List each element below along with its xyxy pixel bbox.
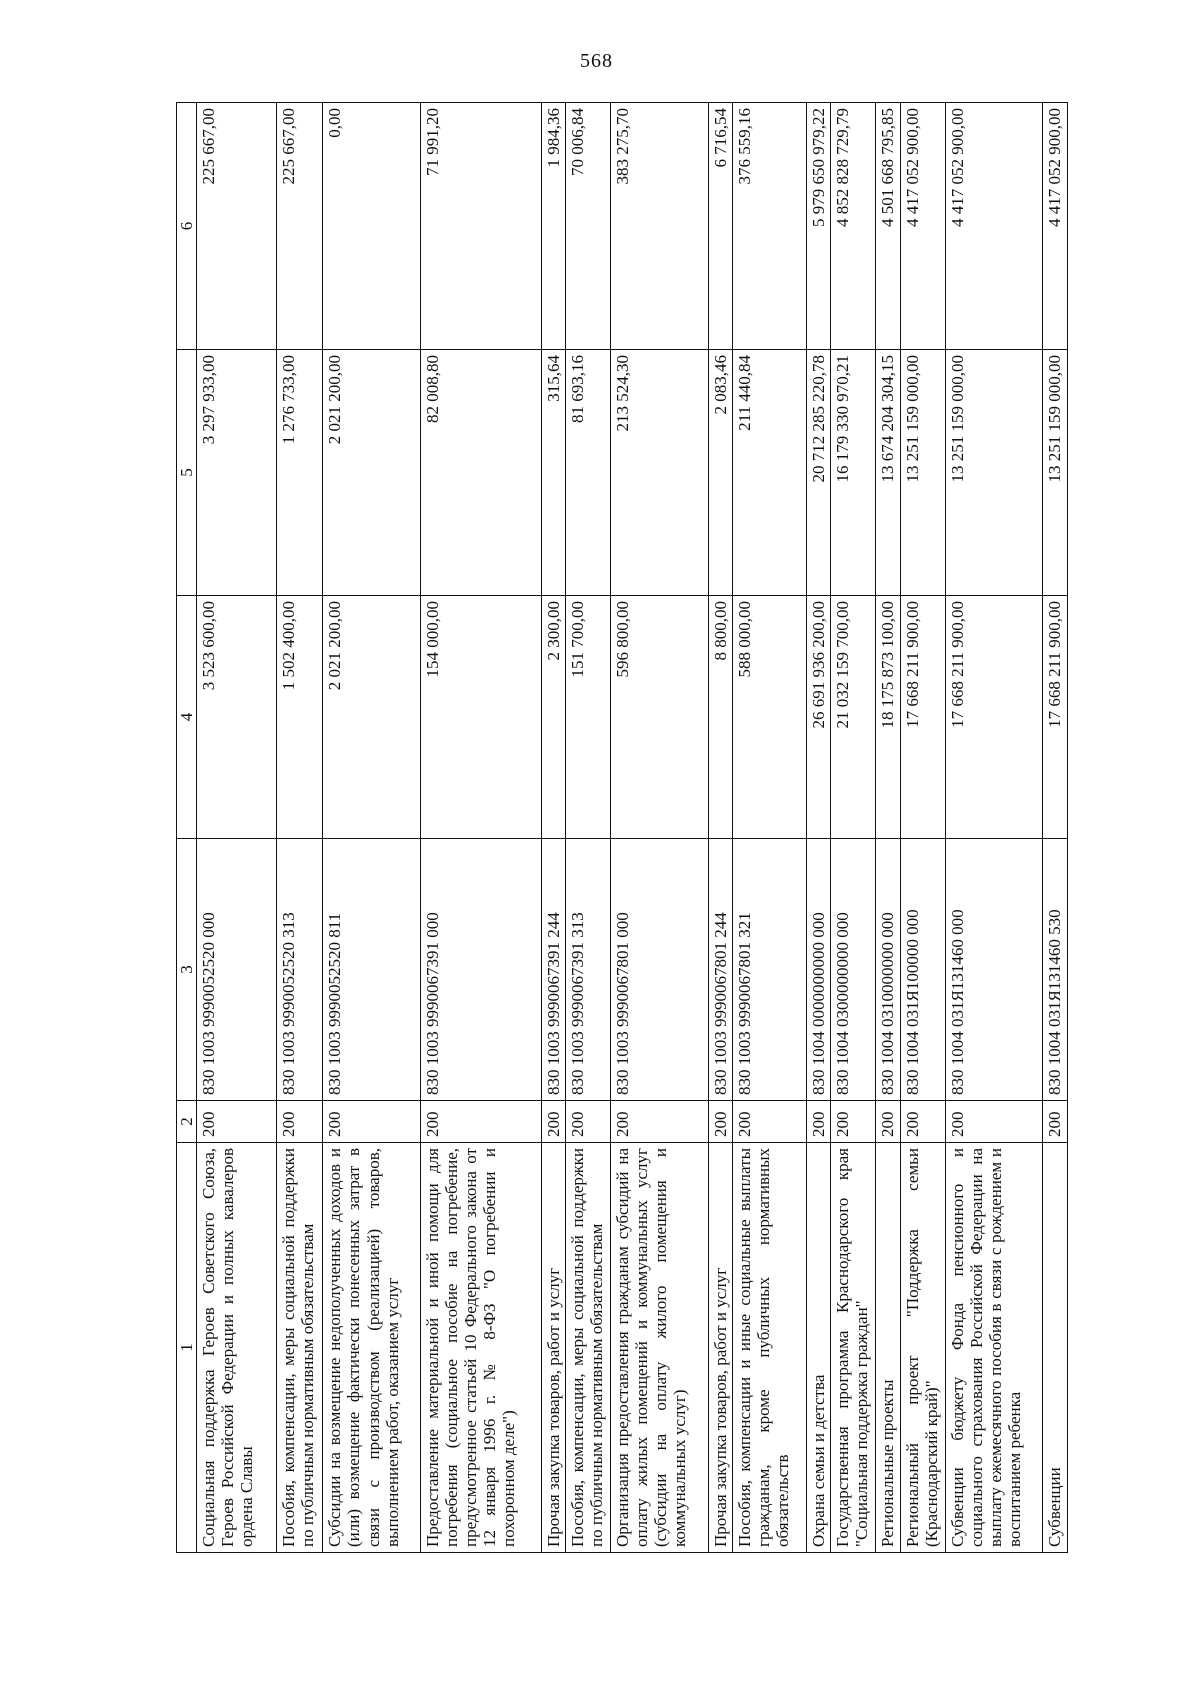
column-header-2: 2 [177, 1101, 197, 1143]
row-description: Пособия, компенсации, меры социальной поддержки по публичным нормативным обязательствам [566, 1143, 611, 1553]
row-category: 200 [197, 1101, 277, 1143]
row-executed: 2 083,46 [708, 350, 733, 596]
row-category: 200 [323, 1101, 421, 1143]
row-executed: 13 251 159 000,00 [900, 350, 945, 596]
row-category: 200 [566, 1101, 611, 1143]
row-description: Пособия, компенсации, меры социальной поддержки по публичным нормативным обязательствам [276, 1143, 323, 1553]
row-code: 830 1004 0310000000 000 [876, 839, 901, 1101]
table-row [900, 103, 945, 1553]
row-code: 830 1003 9990067801 321 [733, 839, 806, 1101]
row-approved: 2 300,00 [541, 596, 566, 839]
row-description: Прочая закупка товаров, работ и услуг [541, 1143, 566, 1553]
row-code: 830 1003 9990052520 000 [197, 839, 277, 1101]
table-row [945, 103, 1043, 1553]
row-executed: 16 179 330 970,21 [831, 350, 876, 596]
table-row [197, 103, 277, 1553]
row-approved: 154 000,00 [421, 596, 541, 839]
row-code: 830 1004 031Я131460 000 [945, 839, 1043, 1101]
table-row [733, 103, 806, 1553]
table-header-row [177, 103, 197, 1553]
row-approved: 8 800,00 [708, 596, 733, 839]
table-row [323, 103, 421, 1553]
table-row [421, 103, 541, 1553]
row-approved: 17 668 211 900,00 [1043, 596, 1068, 839]
row-remaining: 0,00 [323, 103, 421, 350]
row-executed: 13 251 159 000,00 [945, 350, 1043, 596]
row-code: 830 1004 0300000000 000 [831, 839, 876, 1101]
row-remaining: 4 501 668 795,85 [876, 103, 901, 350]
row-code: 830 1003 9990067801 000 [611, 839, 709, 1101]
table-row [611, 103, 709, 1553]
row-code: 830 1003 9990067391 313 [566, 839, 611, 1101]
row-description: Предоставление материальной и иной помощи для погребения (социальное пособие на погребение, предусмотренное статьей 10 Федерального закона от 12 января 1996 г. № 8-ФЗ "О погребении и похоронном деле") [421, 1143, 541, 1553]
row-remaining: 225 667,00 [276, 103, 323, 350]
row-executed: 211 440,84 [733, 350, 806, 596]
row-approved: 17 668 211 900,00 [900, 596, 945, 839]
row-remaining: 6 716,54 [708, 103, 733, 350]
row-executed: 13 251 159 000,00 [1043, 350, 1068, 596]
row-description: Организация предоставления гражданам субсидий на оплату жилых помещений и коммунальных услуг (субсидии на оплату жилого помещения и коммунальных услуг) [611, 1143, 709, 1553]
table-row [541, 103, 566, 1553]
row-description: Субвенции бюджету Фонда пенсионного и социального страхования Российской Федерации на выплату ежемесячного пособия в связи с рождением и воспитанием ребенка [945, 1143, 1043, 1553]
row-code: 830 1004 031Я131460 530 [1043, 839, 1068, 1101]
row-code: 830 1003 9990067391 244 [541, 839, 566, 1101]
row-approved: 21 032 159 700,00 [831, 596, 876, 839]
row-approved: 588 000,00 [733, 596, 806, 839]
row-description: Государственная программа Краснодарского края "Социальная поддержка граждан" [831, 1143, 876, 1553]
row-category: 200 [421, 1101, 541, 1143]
table-body [197, 103, 1068, 1553]
row-approved: 3 523 600,00 [197, 596, 277, 839]
row-description: Региональный проект "Поддержка семьи (Краснодарский край)" [900, 1143, 945, 1553]
row-description: Прочая закупка товаров, работ и услуг [708, 1143, 733, 1553]
table-row [806, 103, 831, 1553]
row-remaining: 383 275,70 [611, 103, 709, 350]
row-category: 200 [708, 1101, 733, 1143]
row-description: Пособия, компенсации и иные социальные выплаты гражданам, кроме публичных нормативных обязательств [733, 1143, 806, 1553]
row-category: 200 [276, 1101, 323, 1143]
row-category: 200 [945, 1101, 1043, 1143]
table-row [566, 103, 611, 1553]
row-category: 200 [541, 1101, 566, 1143]
table-row [1043, 103, 1068, 1553]
row-description: Региональные проекты [876, 1143, 901, 1553]
row-remaining: 4 852 828 729,79 [831, 103, 876, 350]
budget-table-container [176, 103, 1068, 1553]
row-category: 200 [831, 1101, 876, 1143]
row-approved: 17 668 211 900,00 [945, 596, 1043, 839]
row-category: 200 [1043, 1101, 1068, 1143]
row-category: 200 [733, 1101, 806, 1143]
row-remaining: 1 984,36 [541, 103, 566, 350]
row-approved: 2 021 200,00 [323, 596, 421, 839]
row-description: Социальная поддержка Героев Советского Союза, Героев Российской Федерации и полных кавалеров ордена Славы [197, 1143, 277, 1553]
table-row [831, 103, 876, 1553]
column-header-4: 4 [177, 596, 197, 839]
row-code: 830 1003 9990052520 313 [276, 839, 323, 1101]
table-row [708, 103, 733, 1553]
row-description: Субвенции [1043, 1143, 1068, 1553]
row-executed: 20 712 285 220,78 [806, 350, 831, 596]
row-executed: 213 524,30 [611, 350, 709, 596]
row-code: 830 1003 9990067391 000 [421, 839, 541, 1101]
row-code: 830 1004 031Я100000 000 [900, 839, 945, 1101]
column-header-1: 1 [177, 1143, 197, 1553]
row-description: Субсидии на возмещение недополученных доходов и (или) возмещение фактически понесенных затрат в связи с производством (реализацией) товаров, выполнением работ, оказанием услуг [323, 1143, 421, 1553]
row-executed: 3 297 933,00 [197, 350, 277, 596]
row-description: Охрана семьи и детства [806, 1143, 831, 1553]
row-executed: 13 674 204 304,15 [876, 350, 901, 596]
column-header-6: 6 [177, 103, 197, 350]
column-header-5: 5 [177, 350, 197, 596]
row-executed: 81 693,16 [566, 350, 611, 596]
row-remaining: 5 979 650 979,22 [806, 103, 831, 350]
row-remaining: 4 417 052 900,00 [1043, 103, 1068, 350]
row-executed: 315,64 [541, 350, 566, 596]
row-remaining: 71 991,20 [421, 103, 541, 350]
row-remaining: 376 559,16 [733, 103, 806, 350]
row-code: 830 1003 9990067801 244 [708, 839, 733, 1101]
table-row [876, 103, 901, 1553]
row-approved: 596 800,00 [611, 596, 709, 839]
row-category: 200 [876, 1101, 901, 1143]
row-category: 200 [900, 1101, 945, 1143]
row-approved: 1 502 400,00 [276, 596, 323, 839]
row-approved: 26 691 936 200,00 [806, 596, 831, 839]
row-category: 200 [806, 1101, 831, 1143]
row-remaining: 70 006,84 [566, 103, 611, 350]
row-remaining: 4 417 052 900,00 [900, 103, 945, 350]
page-number: 568 [580, 50, 613, 72]
row-remaining: 4 417 052 900,00 [945, 103, 1043, 350]
column-header-3: 3 [177, 839, 197, 1101]
row-remaining: 225 667,00 [197, 103, 277, 350]
budget-table [176, 102, 1068, 1553]
row-code: 830 1004 0000000000 000 [806, 839, 831, 1101]
row-approved: 18 175 873 100,00 [876, 596, 901, 839]
row-executed: 2 021 200,00 [323, 350, 421, 596]
row-category: 200 [611, 1101, 709, 1143]
row-executed: 1 276 733,00 [276, 350, 323, 596]
row-executed: 82 008,80 [421, 350, 541, 596]
row-code: 830 1003 9990052520 811 [323, 839, 421, 1101]
row-approved: 151 700,00 [566, 596, 611, 839]
table-row [276, 103, 323, 1553]
